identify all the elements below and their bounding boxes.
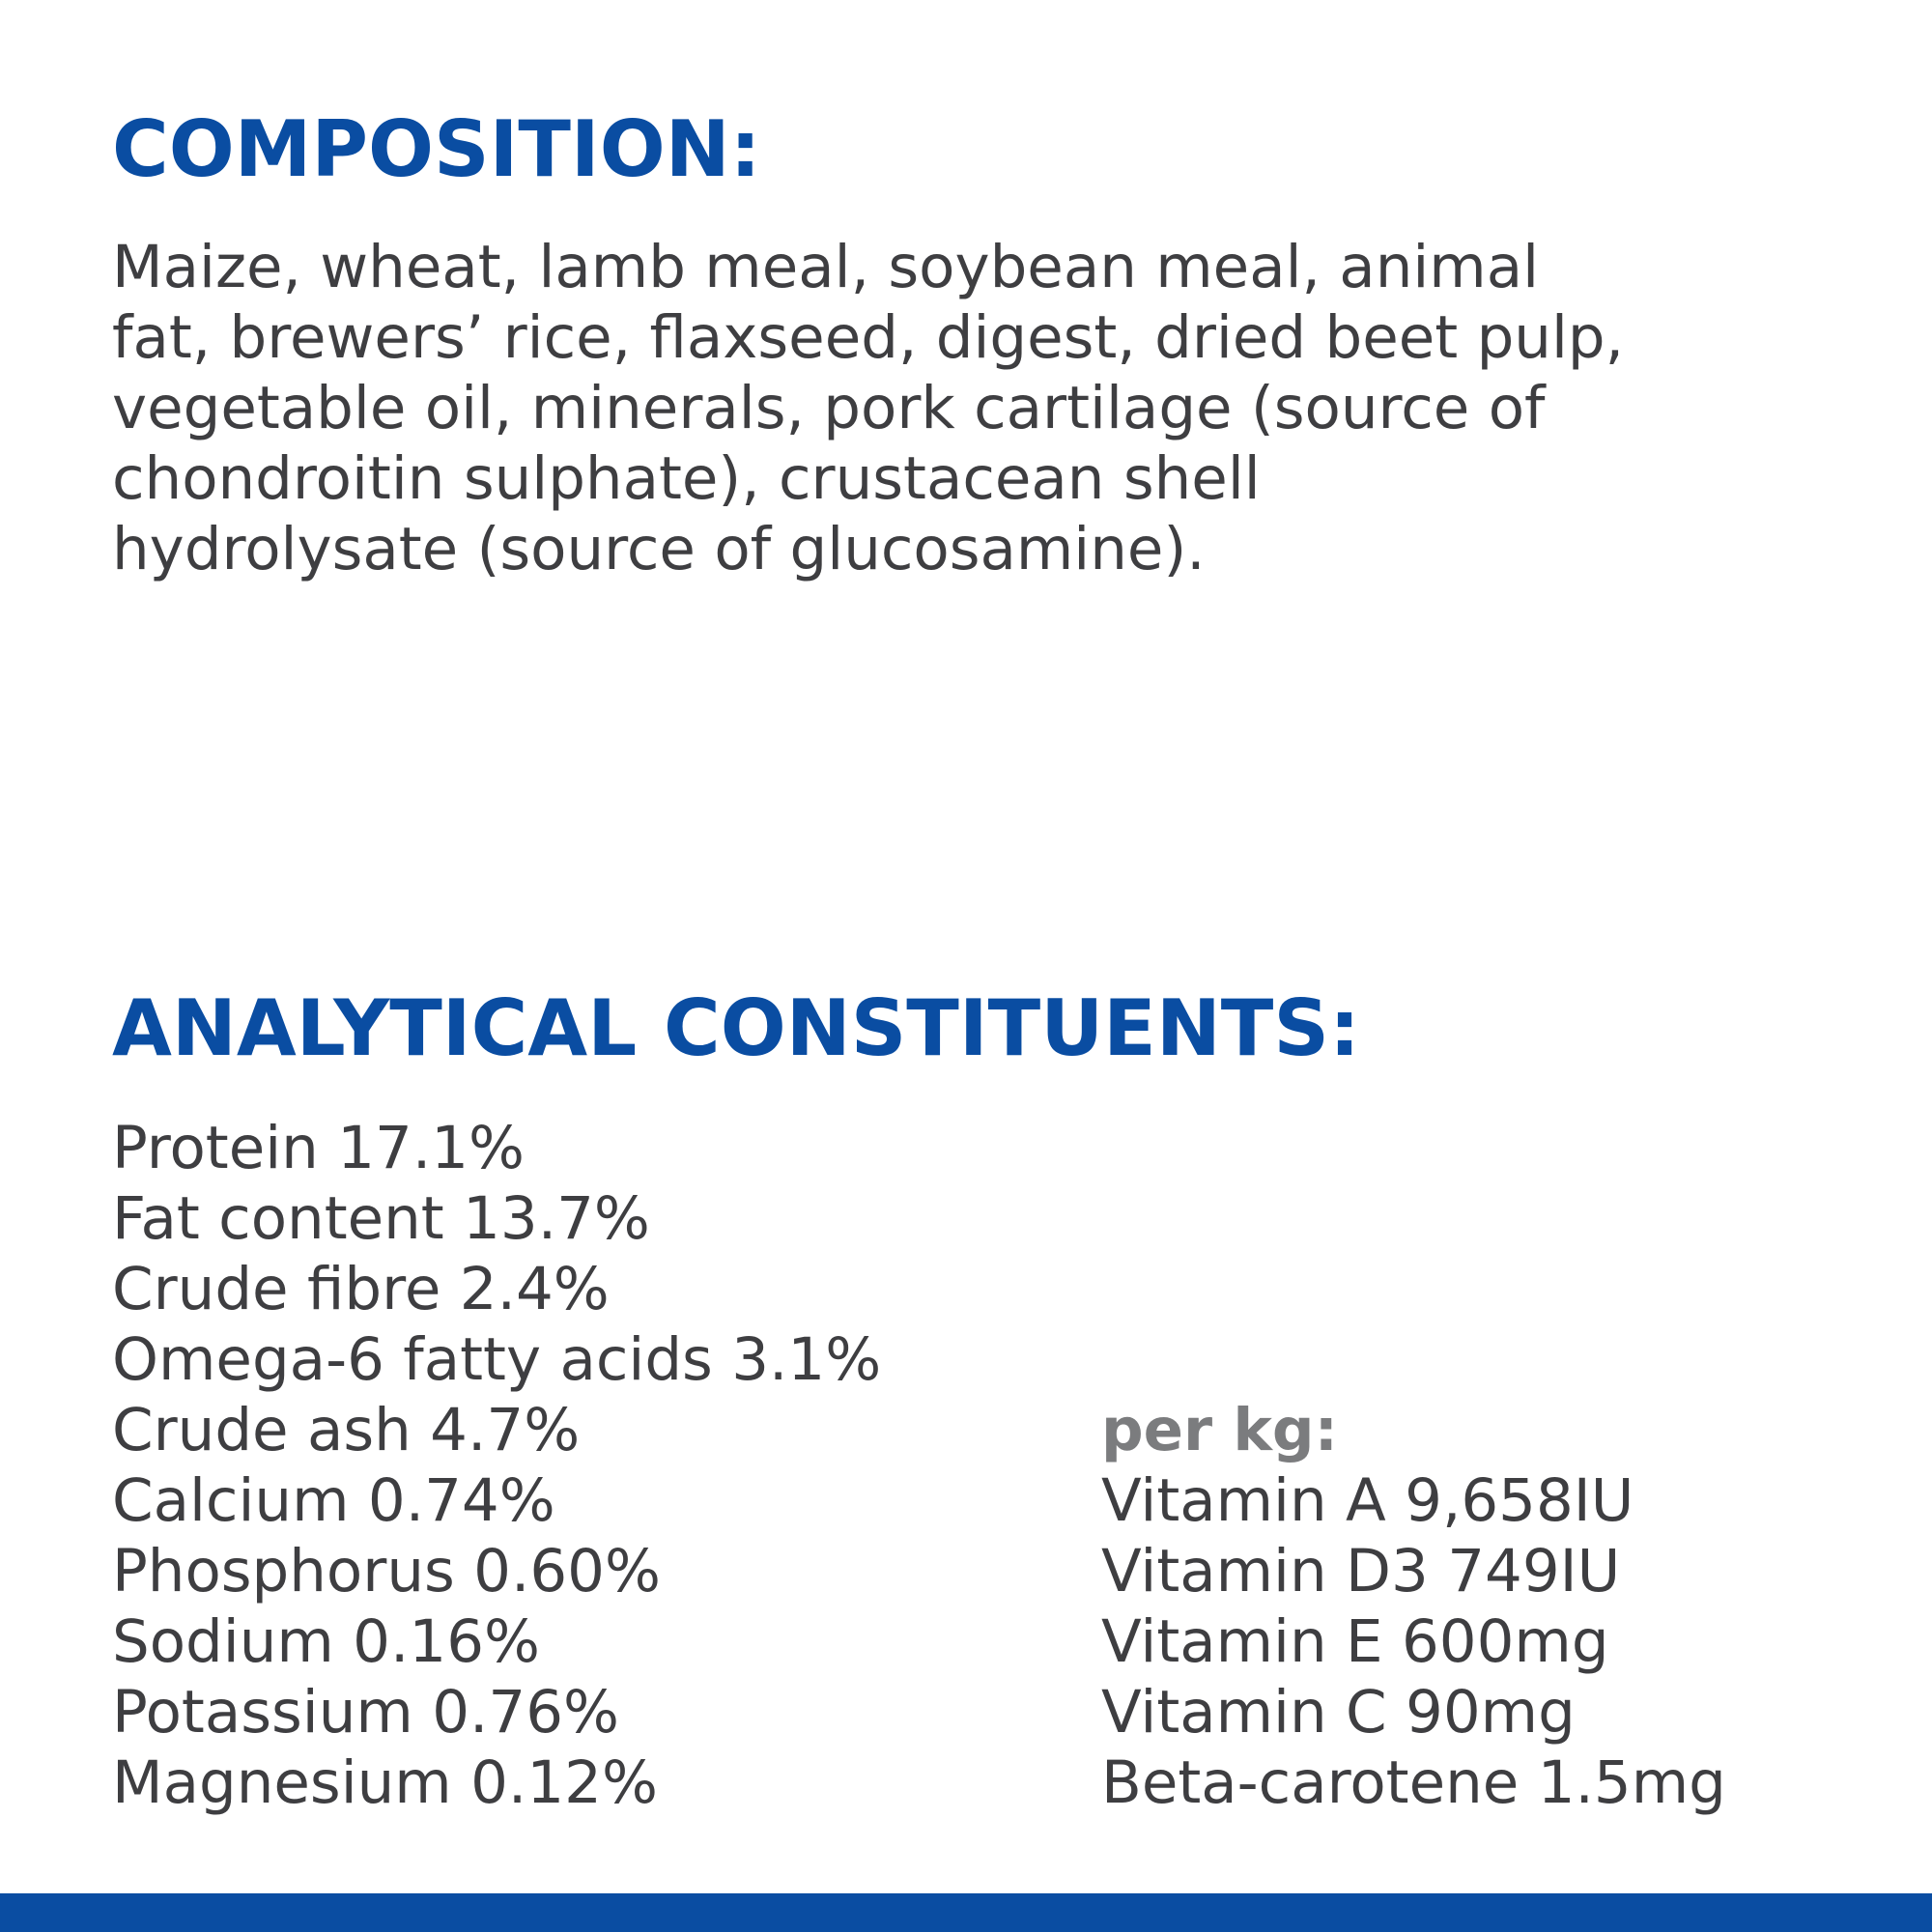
constituent-item: Phosphorus 0.60% [112,1537,661,1605]
per-kg-label: per kg: [1101,1396,1338,1464]
composition-line: hydrolysate (source of glucosamine). [112,515,1206,583]
constituent-item: Calcium 0.74% [112,1466,555,1535]
constituent-item: Fat content 13.7% [112,1184,650,1253]
vitamin-item: Vitamin A 9,658IU [1101,1466,1634,1535]
constituent-item: Crude fibre 2.4% [112,1255,610,1323]
vitamin-item: Beta-carotene 1.5mg [1101,1748,1726,1817]
composition-line: fat, brewers’ rice, flaxseed, digest, dried beet pulp, [112,303,1625,372]
vitamin-item: Vitamin C 90mg [1101,1678,1576,1747]
vitamin-item: Vitamin E 600mg [1101,1607,1609,1676]
analytical-constituents-heading: ANALYTICAL CONSTITUENTS: [112,983,1360,1073]
constituent-item: Magnesium 0.12% [112,1748,658,1817]
composition-line: chondroitin sulphate), crustacean shell [112,444,1261,513]
vitamins-list [1101,1465,1726,1818]
constituent-item: Crude ash 4.7% [112,1396,581,1464]
constituents-list [112,1113,881,1818]
bottom-accent-bar [0,1893,1932,1932]
constituent-item: Sodium 0.16% [112,1607,540,1676]
constituent-item: Potassium 0.76% [112,1678,619,1747]
composition-text [112,232,1624,584]
composition-line: vegetable oil, minerals, pork cartilage (source of [112,374,1546,442]
constituent-item: Omega-6 fatty acids 3.1% [112,1325,882,1394]
composition-line: Maize, wheat, lamb meal, soybean meal, animal [112,233,1540,301]
per-kg-block [1101,1395,1726,1818]
constituent-item: Protein 17.1% [112,1114,525,1182]
vitamin-item: Vitamin D3 749IU [1101,1537,1621,1605]
composition-heading: COMPOSITION: [112,104,761,194]
